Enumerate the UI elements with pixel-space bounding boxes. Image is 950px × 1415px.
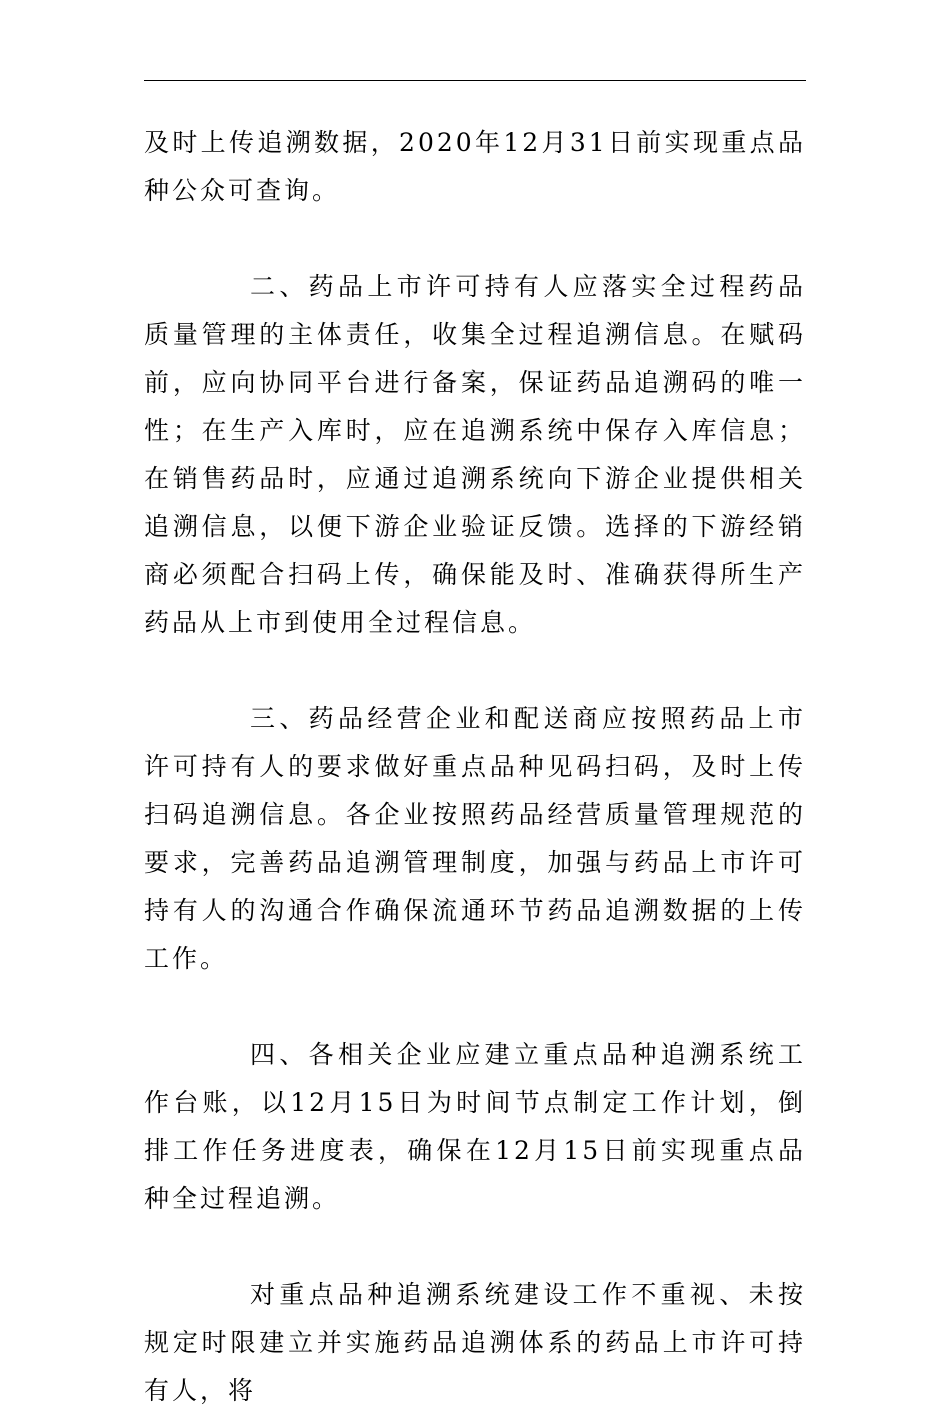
paragraph-closing: 对重点品种追溯系统建设工作不重视、未按规定时限建立并实施药品追溯体系的药品上市许可持有人，将 xyxy=(144,1280,806,1405)
paragraph-item-two: 二、药品上市许可持有人应落实全过程药品质量管理的主体责任，收集全过程追溯信息。在赋码前，应向协同平台进行备案，保证药品追溯码的唯一性；在生产入库时，应在追溯系统中保存入库信息；在销售药品时，应通过追溯系统向下游企业提供相关追溯信息，以便下游企业验证反馈。选择的下游经销商必须配合扫码上传，确保能及时、准确获得所生产药品从上市到使用全过程信息。 xyxy=(144,272,806,637)
header-rule xyxy=(144,80,806,81)
paragraph-item-four: 四、各相关企业应建立重点品种追溯系统工作台账，以12月15日为时间节点制定工作计划，倒排工作任务进度表，确保在12月15日前实现重点品种全过程追溯。 xyxy=(144,1040,806,1213)
paragraph-item-three: 三、药品经营企业和配送商应按照药品上市许可持有人的要求做好重点品种见码扫码，及时上传扫码追溯信息。各企业按照药品经营质量管理规范的要求，完善药品追溯管理制度，加强与药品上市许可持有人的沟通合作确保流通环节药品追溯数据的上传工作。 xyxy=(144,704,806,973)
document-body xyxy=(144,119,806,1415)
paragraph-continuation: 及时上传追溯数据，2020年12月31日前实现重点品种公众可查询。 xyxy=(144,128,806,205)
